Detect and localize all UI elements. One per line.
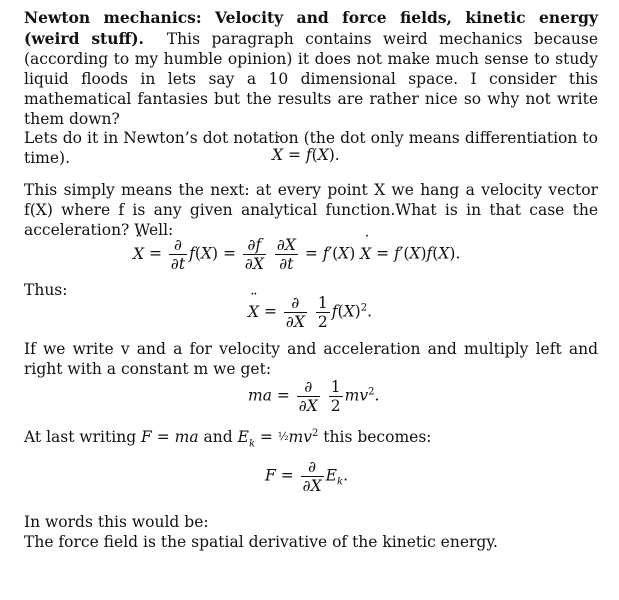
conclusion-line: The force field is the spatial derivative of the kinetic energy. xyxy=(24,533,498,551)
intro-text: This paragraph contains weird mechanics because (according to my humble opinion) it does not make much sense to study liquid floods in lets say a 10 dimensional space. I consider this mathematical fantasies but the results are rather nice so why not write them down? xyxy=(24,29,599,128)
equation-ma: ma = $\frac{\partial}{\partial X}$ $\frac{1}{2}$ $mv^2$. xyxy=(248,378,380,415)
fraction-one-half: $\frac{1}{2}$ xyxy=(317,294,328,331)
fraction-partial-x-2: $\frac{\partial}{\partial X}$ xyxy=(298,378,318,415)
thus-label: Thus: xyxy=(24,281,68,299)
equation-velocity: ˙ X = f(X). xyxy=(272,146,340,166)
velocity-paragraph: This simply means the next: at every point X we hang a velocity vector f(X) where f is any given analytical function.What is in that case the acceleration? Well: xyxy=(24,181,598,239)
equation-acceleration-squared: ¨ X = $\frac{\partial}{\partial X}$ $\frac{1}{2}$ $f(X)^2$. xyxy=(248,294,372,331)
notation-line: Lets do it in Newton’s dot notation (the dot only means differentiation to time). xyxy=(24,129,598,168)
intro-paragraph xyxy=(24,8,598,129)
mass-paragraph: If we write v and a for velocity and acceleration and multiply left and right with a constant m we get: xyxy=(24,340,598,378)
section-heading: Newton mechanics: Velocity and force fields, kinetic energy (weird stuff). xyxy=(24,8,598,48)
equation-force: F = $\frac{\partial}{\partial X}$ $E_k$. xyxy=(265,458,348,495)
fraction-partial-x: $\frac{\partial}{\partial X}$ xyxy=(285,294,305,331)
fraction-one-half-2: $\frac{1}{2}$ xyxy=(330,378,341,415)
equation-acceleration: ¨ X = $\frac{\partial}{\partial t}$ f(X) = $\frac{\partial f}{\partial X}$ $\frac{\partial X}{\partial t}$ = f′(X) ˙ X = f′(X)f(X). xyxy=(133,236,460,273)
fraction-partial-x-t: $\frac{\partial X}{\partial t}$ xyxy=(276,236,296,273)
in-words-line: In words this would be: xyxy=(24,513,209,531)
fraction-partial-t: $\frac{\partial}{\partial t}$ xyxy=(170,236,186,273)
fraction-partial-f: $\frac{\partial f}{\partial X}$ xyxy=(244,236,264,273)
fraction-partial-x-3: $\frac{\partial}{\partial X}$ xyxy=(302,458,322,495)
at-last-line: At last writing F = ma and $E_k$ = $\frac{1}{2}mv^2$ this becomes: xyxy=(24,428,432,450)
